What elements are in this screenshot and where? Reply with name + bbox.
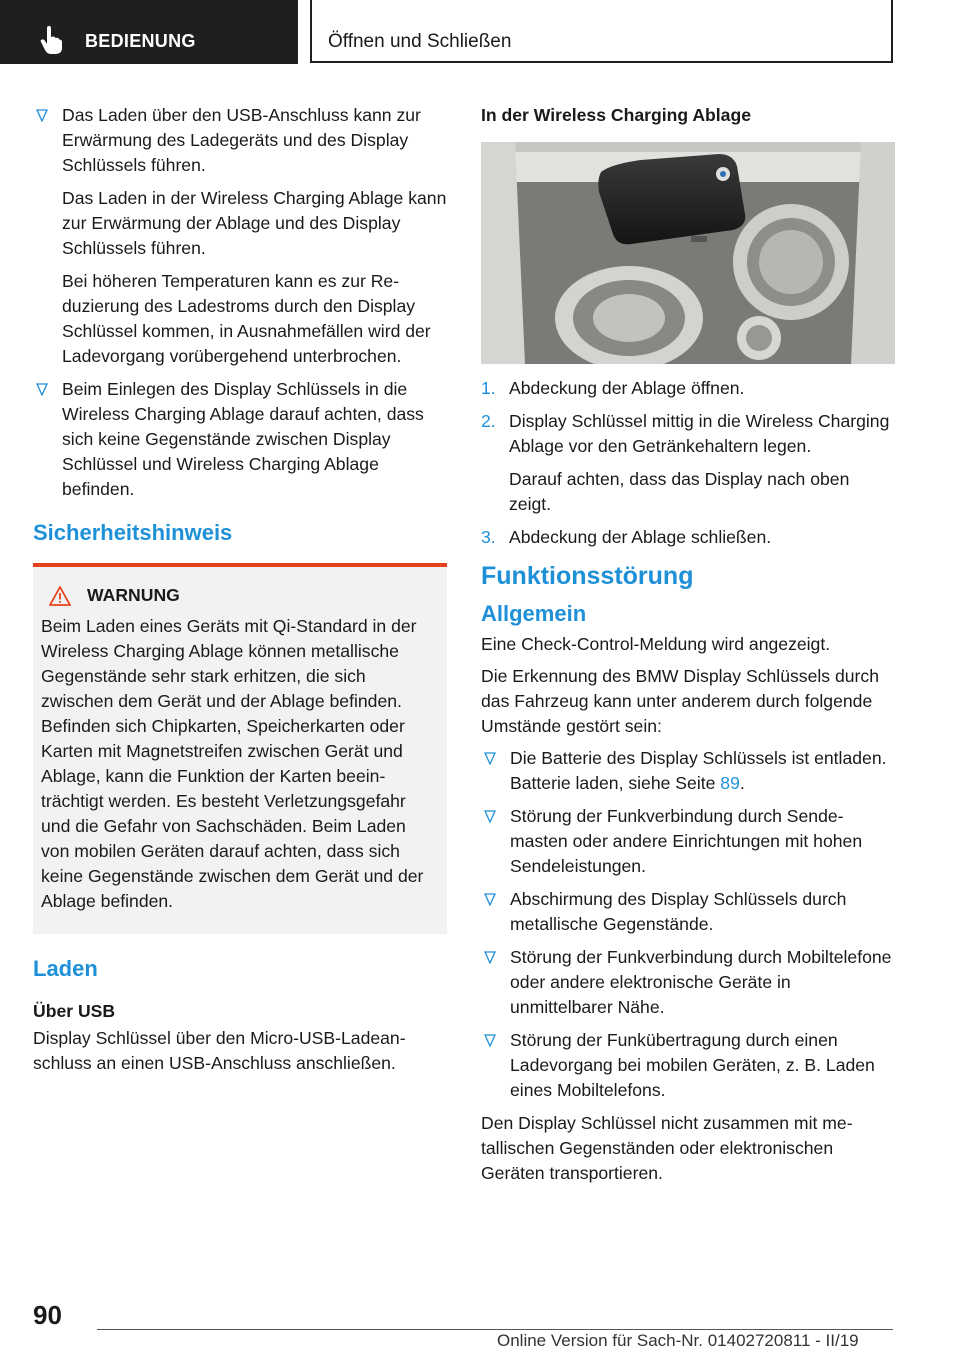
- footer-text: Online Version für Sach-Nr. 01402720811 - II/19: [497, 1331, 859, 1350]
- page-number: 90: [33, 1300, 62, 1330]
- bullet-triangle-icon: [36, 109, 48, 122]
- laden-heading: Laden: [33, 956, 98, 981]
- bullet-triangle-icon: [484, 951, 496, 964]
- warning-triangle-icon: [49, 586, 71, 606]
- general-paragraph-2: Die Erkennung des BMW Display Schlüssels durch das Fahrzeug kann unter anderem durch folgende Umstände gestört sein:: [481, 666, 879, 736]
- battery-text-end: .: [739, 773, 745, 793]
- step-item: [481, 525, 895, 550]
- step-item: [481, 409, 895, 517]
- chapter-title: Öffnen und Schließen: [328, 31, 512, 52]
- safety-heading: Sicherheitshinweis: [33, 520, 233, 545]
- paragraph: Störung der Funkübertragung durch einen Ladevorgang bei mobilen Geräten, z. B. Laden eines Mobiltelefons.: [510, 1030, 875, 1100]
- left-column: [33, 103, 447, 1083]
- list-item: [481, 746, 895, 796]
- closing-paragraph: Den Display Schlüssel nicht zusammen mit metallischen Gegenständen oder elektronischen Geräten transportieren.: [481, 1113, 853, 1183]
- step-item: [481, 376, 895, 401]
- paragraph: Abschirmung des Display Schlüssels durch metallische Gegenstände.: [510, 889, 847, 934]
- bullet-triangle-icon: [484, 810, 496, 823]
- bullet-triangle-icon: [484, 1034, 496, 1047]
- list-item: [481, 1028, 895, 1103]
- warning-box: [33, 563, 447, 934]
- warning-title: WARNUNG: [87, 585, 180, 605]
- section-tab: [0, 0, 298, 64]
- malfunction-heading: Funktionsstörung: [481, 562, 694, 590]
- warning-text: Beim Laden eines Geräts mit Qi-Standard in der Wireless Charging Ablage können metallische Gegenstände sehr stark erhitzen, die sich zwischen dem Gerät und der Ablage befinden. Befinden sich Chipkarten, Speicherkarten oder Karten mit Magnetstreifen zwischen Gerät und Ablage, kann die Funktion der Karten beeinträchtigt werden. Es besteht Verletzungsgefahr und die Gefahr von Sachschäden. Beim Laden von mobilen Geräten darauf achten, dass sich keine Gegenstände zwischen dem Gerät und der Ablage befinden.: [41, 616, 424, 911]
- paragraph: [510, 746, 895, 796]
- paragraph: Das Laden über den USB-Anschluss kann zur Erwärmung des Ladegeräts und des Display Schlüssels führen.: [62, 105, 421, 175]
- step-number: 2.: [481, 411, 496, 431]
- section-label: BEDIENUNG: [85, 31, 196, 51]
- list-item: [481, 804, 895, 879]
- paragraph: Beim Einlegen des Display Schlüssels in die Wireless Charging Ablage darauf achten, dass sich keine Gegenstände zwischen Display Schlüssel und Wireless Charging Ablage befinden.: [62, 379, 424, 499]
- bullet-triangle-icon: [484, 752, 496, 765]
- page-link[interactable]: 89: [720, 773, 740, 793]
- paragraph: Störung der Funkverbindung durch Mobiltelefone oder andere elektronische Geräte in unmittelbarer Nähe.: [510, 947, 892, 1017]
- step-number: 3.: [481, 527, 496, 547]
- step-text: Abdeckung der Ablage schließen.: [509, 527, 772, 547]
- paragraph: Störung der Funkverbindung durch Sendemasten oder andere Einrichtungen mit hohen Sendeleistungen.: [510, 806, 863, 876]
- step-note: Darauf achten, dass das Display nach oben zeigt.: [509, 469, 850, 514]
- battery-text: Die Batterie des Display Schlüssels ist entladen. Batterie laden, siehe Seite: [510, 748, 887, 793]
- warning-title-row: [49, 583, 439, 608]
- usb-text: Display Schlüssel über den Micro-USB-Ladeanschluss an einen USB-Anschluss anschließen.: [33, 1028, 406, 1073]
- usb-heading: Über USB: [33, 1001, 116, 1021]
- step-text: Abdeckung der Ablage öffnen.: [509, 378, 745, 398]
- list-item: [33, 377, 447, 502]
- paragraph: Das Laden in der Wireless Charging Ablage kann zur Erwärmung der Ablage und des Display Schlüssels führen.: [62, 188, 447, 258]
- right-column: [481, 103, 895, 1193]
- list-item: [481, 945, 895, 1020]
- chapter-header: [310, 0, 893, 63]
- wireless-heading: In der Wireless Charging Ablage: [481, 105, 751, 125]
- list-item: [33, 103, 447, 369]
- general-heading: Allgemein: [481, 601, 587, 626]
- list-item: [481, 887, 895, 937]
- wireless-charging-tray-photo: [481, 142, 895, 364]
- bullet-triangle-icon: [484, 893, 496, 906]
- paragraph: Bei höheren Temperaturen kann es zur Reduzierung des Ladestroms durch den Display Schlüssel kommen, in Ausnahmefällen wird der Ladevorgang vorübergehend unterbrochen.: [62, 271, 431, 366]
- footer-divider: [97, 1329, 893, 1330]
- pointing-hand-icon: [40, 26, 62, 54]
- step-number: 1.: [481, 378, 496, 398]
- step-text: Display Schlüssel mittig in die Wireless Charging Ablage vor den Getränkehaltern legen.: [509, 411, 890, 456]
- bullet-triangle-icon: [36, 383, 48, 396]
- general-paragraph-1: Eine Check-Control-Meldung wird angezeigt.: [481, 634, 831, 654]
